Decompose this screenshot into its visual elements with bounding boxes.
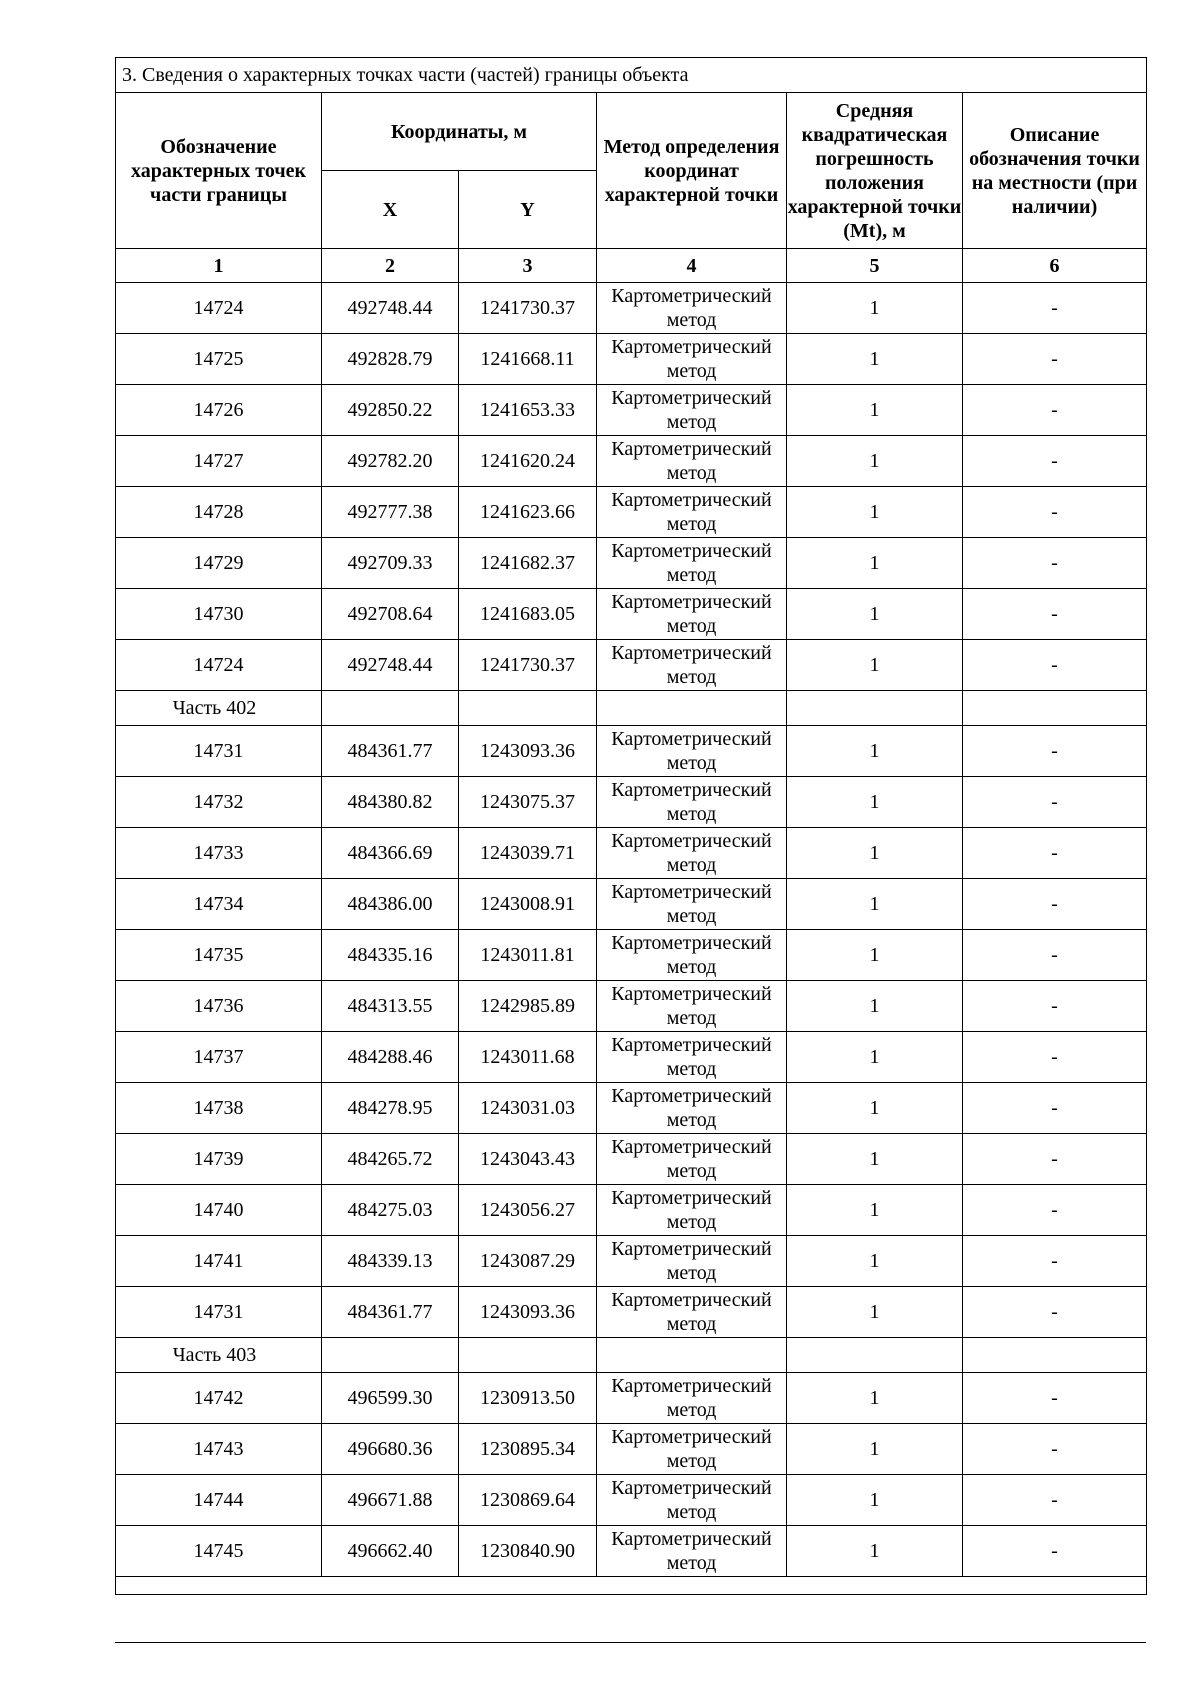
x-coordinate-cell: 496680.36 — [322, 1424, 459, 1475]
table-row — [116, 1185, 1147, 1236]
empty-cell — [459, 691, 597, 726]
x-coordinate-cell: 484361.77 — [322, 1287, 459, 1338]
table-row — [116, 1236, 1147, 1287]
method-cell: Картометрический метод — [597, 334, 787, 385]
error-cell: 1 — [787, 1236, 963, 1287]
footer-divider — [115, 1642, 1146, 1643]
table-row — [116, 726, 1147, 777]
y-coordinate-cell: 1230840.90 — [459, 1526, 597, 1577]
table-row — [116, 930, 1147, 981]
x-coordinate-cell: 484366.69 — [322, 828, 459, 879]
y-coordinate-cell: 1241682.37 — [459, 538, 597, 589]
y-coordinate-cell: 1243056.27 — [459, 1185, 597, 1236]
description-cell: - — [963, 1134, 1147, 1185]
y-coordinate-cell: 1230895.34 — [459, 1424, 597, 1475]
table-row — [116, 1287, 1147, 1338]
table-row — [116, 1373, 1147, 1424]
x-coordinate-cell: 484278.95 — [322, 1083, 459, 1134]
description-cell: - — [963, 930, 1147, 981]
y-coordinate-cell: 1241668.11 — [459, 334, 597, 385]
method-cell: Картометрический метод — [597, 1134, 787, 1185]
description-cell: - — [963, 879, 1147, 930]
table-row — [116, 538, 1147, 589]
table-row — [116, 436, 1147, 487]
y-coordinate-cell: 1243093.36 — [459, 1287, 597, 1338]
description-cell: - — [963, 726, 1147, 777]
x-coordinate-cell: 496671.88 — [322, 1475, 459, 1526]
table-row — [116, 1424, 1147, 1475]
point-id-cell: 14745 — [116, 1526, 322, 1577]
empty-cell — [597, 1338, 787, 1373]
table-body — [116, 283, 1147, 1577]
table-row — [116, 640, 1147, 691]
table-row — [116, 487, 1147, 538]
point-id-cell: 14739 — [116, 1134, 322, 1185]
error-cell: 1 — [787, 283, 963, 334]
column-number: 3 — [459, 249, 597, 283]
boundary-points-table — [115, 57, 1147, 1595]
column-number: 1 — [116, 249, 322, 283]
point-id-cell: 14724 — [116, 640, 322, 691]
error-cell: 1 — [787, 385, 963, 436]
error-cell: 1 — [787, 879, 963, 930]
error-cell: 1 — [787, 726, 963, 777]
point-id-cell: 14730 — [116, 589, 322, 640]
description-cell: - — [963, 1236, 1147, 1287]
column-numbers-row — [116, 249, 1147, 283]
header-error: Средняя квадратическая погрешность положения характерной точки (Mt), м — [787, 93, 963, 249]
error-cell: 1 — [787, 436, 963, 487]
empty-cell — [459, 1338, 597, 1373]
error-cell: 1 — [787, 1424, 963, 1475]
method-cell: Картометрический метод — [597, 1185, 787, 1236]
x-coordinate-cell: 484335.16 — [322, 930, 459, 981]
header-coordinates: Координаты, м — [322, 93, 597, 171]
error-cell: 1 — [787, 1287, 963, 1338]
error-cell: 1 — [787, 538, 963, 589]
error-cell: 1 — [787, 589, 963, 640]
y-coordinate-cell: 1243093.36 — [459, 726, 597, 777]
y-coordinate-cell: 1243011.68 — [459, 1032, 597, 1083]
description-cell: - — [963, 538, 1147, 589]
method-cell: Картометрический метод — [597, 385, 787, 436]
point-id-cell: 14732 — [116, 777, 322, 828]
error-cell: 1 — [787, 1526, 963, 1577]
error-cell: 1 — [787, 1134, 963, 1185]
y-coordinate-cell: 1241730.37 — [459, 640, 597, 691]
empty-cell — [963, 1338, 1147, 1373]
method-cell: Картометрический метод — [597, 589, 787, 640]
method-cell: Картометрический метод — [597, 981, 787, 1032]
y-coordinate-cell: 1243087.29 — [459, 1236, 597, 1287]
y-coordinate-cell: 1243039.71 — [459, 828, 597, 879]
empty-cell — [322, 1338, 459, 1373]
error-cell: 1 — [787, 981, 963, 1032]
point-id-cell: 14729 — [116, 538, 322, 589]
y-coordinate-cell: 1243075.37 — [459, 777, 597, 828]
table-title: 3. Сведения о характерных точках части (частей) границы объекта — [116, 58, 1147, 93]
empty-cell — [787, 691, 963, 726]
x-coordinate-cell: 484380.82 — [322, 777, 459, 828]
description-cell: - — [963, 436, 1147, 487]
error-cell: 1 — [787, 777, 963, 828]
column-number: 5 — [787, 249, 963, 283]
method-cell: Картометрический метод — [597, 1083, 787, 1134]
x-coordinate-cell: 484386.00 — [322, 879, 459, 930]
x-coordinate-cell: 484288.46 — [322, 1032, 459, 1083]
y-coordinate-cell: 1241623.66 — [459, 487, 597, 538]
header-x: X — [322, 171, 459, 249]
header-y: Y — [459, 171, 597, 249]
method-cell: Картометрический метод — [597, 930, 787, 981]
error-cell: 1 — [787, 1083, 963, 1134]
method-cell: Картометрический метод — [597, 640, 787, 691]
method-cell: Картометрический метод — [597, 828, 787, 879]
section-label: Часть 402 — [116, 691, 322, 726]
empty-cell — [597, 691, 787, 726]
method-cell: Картометрический метод — [597, 1287, 787, 1338]
section-row — [116, 691, 1147, 726]
x-coordinate-cell: 492708.64 — [322, 589, 459, 640]
table-row — [116, 1526, 1147, 1577]
point-id-cell: 14733 — [116, 828, 322, 879]
point-id-cell: 14734 — [116, 879, 322, 930]
point-id-cell: 14727 — [116, 436, 322, 487]
method-cell: Картометрический метод — [597, 436, 787, 487]
table-row — [116, 385, 1147, 436]
y-coordinate-cell: 1230913.50 — [459, 1373, 597, 1424]
point-id-cell: 14743 — [116, 1424, 322, 1475]
table-row — [116, 828, 1147, 879]
description-cell: - — [963, 981, 1147, 1032]
error-cell: 1 — [787, 828, 963, 879]
description-cell: - — [963, 1287, 1147, 1338]
table-row — [116, 981, 1147, 1032]
method-cell: Картометрический метод — [597, 283, 787, 334]
method-cell: Картометрический метод — [597, 1475, 787, 1526]
y-coordinate-cell: 1243008.91 — [459, 879, 597, 930]
method-cell: Картометрический метод — [597, 1424, 787, 1475]
y-coordinate-cell: 1241683.05 — [459, 589, 597, 640]
point-id-cell: 14738 — [116, 1083, 322, 1134]
header-designation: Обозначение характерных точек части границы — [116, 93, 322, 249]
error-cell: 1 — [787, 1373, 963, 1424]
method-cell: Картометрический метод — [597, 777, 787, 828]
y-coordinate-cell: 1242985.89 — [459, 981, 597, 1032]
x-coordinate-cell: 484275.03 — [322, 1185, 459, 1236]
column-number: 6 — [963, 249, 1147, 283]
error-cell: 1 — [787, 1185, 963, 1236]
column-number: 4 — [597, 249, 787, 283]
column-number: 2 — [322, 249, 459, 283]
x-coordinate-cell: 484361.77 — [322, 726, 459, 777]
table-row — [116, 589, 1147, 640]
x-coordinate-cell: 492850.22 — [322, 385, 459, 436]
description-cell: - — [963, 777, 1147, 828]
x-coordinate-cell: 492828.79 — [322, 334, 459, 385]
table-row — [116, 777, 1147, 828]
x-coordinate-cell: 484313.55 — [322, 981, 459, 1032]
method-cell: Картометрический метод — [597, 879, 787, 930]
x-coordinate-cell: 484265.72 — [322, 1134, 459, 1185]
error-cell: 1 — [787, 1032, 963, 1083]
point-id-cell: 14740 — [116, 1185, 322, 1236]
description-cell: - — [963, 640, 1147, 691]
description-cell: - — [963, 828, 1147, 879]
table-tail-row — [116, 1577, 1147, 1595]
error-cell: 1 — [787, 1475, 963, 1526]
description-cell: - — [963, 1475, 1147, 1526]
description-cell: - — [963, 1424, 1147, 1475]
y-coordinate-cell: 1241620.24 — [459, 436, 597, 487]
x-coordinate-cell: 492777.38 — [322, 487, 459, 538]
method-cell: Картометрический метод — [597, 538, 787, 589]
point-id-cell: 14737 — [116, 1032, 322, 1083]
method-cell: Картометрический метод — [597, 1032, 787, 1083]
y-coordinate-cell: 1241653.33 — [459, 385, 597, 436]
x-coordinate-cell: 492748.44 — [322, 283, 459, 334]
error-cell: 1 — [787, 930, 963, 981]
y-coordinate-cell: 1243031.03 — [459, 1083, 597, 1134]
method-cell: Картометрический метод — [597, 487, 787, 538]
section-row — [116, 1338, 1147, 1373]
method-cell: Картометрический метод — [597, 1526, 787, 1577]
description-cell: - — [963, 283, 1147, 334]
x-coordinate-cell: 496662.40 — [322, 1526, 459, 1577]
x-coordinate-cell: 492709.33 — [322, 538, 459, 589]
description-cell: - — [963, 1032, 1147, 1083]
error-cell: 1 — [787, 334, 963, 385]
point-id-cell: 14725 — [116, 334, 322, 385]
y-coordinate-cell: 1243011.81 — [459, 930, 597, 981]
table-row — [116, 1475, 1147, 1526]
y-coordinate-cell: 1230869.64 — [459, 1475, 597, 1526]
method-cell: Картометрический метод — [597, 1236, 787, 1287]
header-method: Метод определения координат характерной точки — [597, 93, 787, 249]
table-row — [116, 1083, 1147, 1134]
y-coordinate-cell: 1243043.43 — [459, 1134, 597, 1185]
x-coordinate-cell: 492748.44 — [322, 640, 459, 691]
header-description: Описание обозначения точки на местности (при наличии) — [963, 93, 1147, 249]
table-row — [116, 1134, 1147, 1185]
method-cell: Картометрический метод — [597, 1373, 787, 1424]
error-cell: 1 — [787, 640, 963, 691]
point-id-cell: 14728 — [116, 487, 322, 538]
section-label: Часть 403 — [116, 1338, 322, 1373]
point-id-cell: 14744 — [116, 1475, 322, 1526]
table-row — [116, 1032, 1147, 1083]
x-coordinate-cell: 496599.30 — [322, 1373, 459, 1424]
point-id-cell: 14726 — [116, 385, 322, 436]
method-cell: Картометрический метод — [597, 726, 787, 777]
point-id-cell: 14735 — [116, 930, 322, 981]
table-row — [116, 283, 1147, 334]
point-id-cell: 14736 — [116, 981, 322, 1032]
table-row — [116, 879, 1147, 930]
point-id-cell: 14724 — [116, 283, 322, 334]
error-cell: 1 — [787, 487, 963, 538]
empty-cell — [787, 1338, 963, 1373]
description-cell: - — [963, 589, 1147, 640]
empty-cell — [963, 691, 1147, 726]
point-id-cell: 14731 — [116, 1287, 322, 1338]
point-id-cell: 14741 — [116, 1236, 322, 1287]
description-cell: - — [963, 487, 1147, 538]
point-id-cell: 14731 — [116, 726, 322, 777]
document-page — [115, 57, 1146, 1595]
description-cell: - — [963, 334, 1147, 385]
point-id-cell: 14742 — [116, 1373, 322, 1424]
description-cell: - — [963, 385, 1147, 436]
empty-cell — [322, 691, 459, 726]
x-coordinate-cell: 484339.13 — [322, 1236, 459, 1287]
description-cell: - — [963, 1185, 1147, 1236]
description-cell: - — [963, 1373, 1147, 1424]
x-coordinate-cell: 492782.20 — [322, 436, 459, 487]
description-cell: - — [963, 1083, 1147, 1134]
table-row — [116, 334, 1147, 385]
y-coordinate-cell: 1241730.37 — [459, 283, 597, 334]
description-cell: - — [963, 1526, 1147, 1577]
